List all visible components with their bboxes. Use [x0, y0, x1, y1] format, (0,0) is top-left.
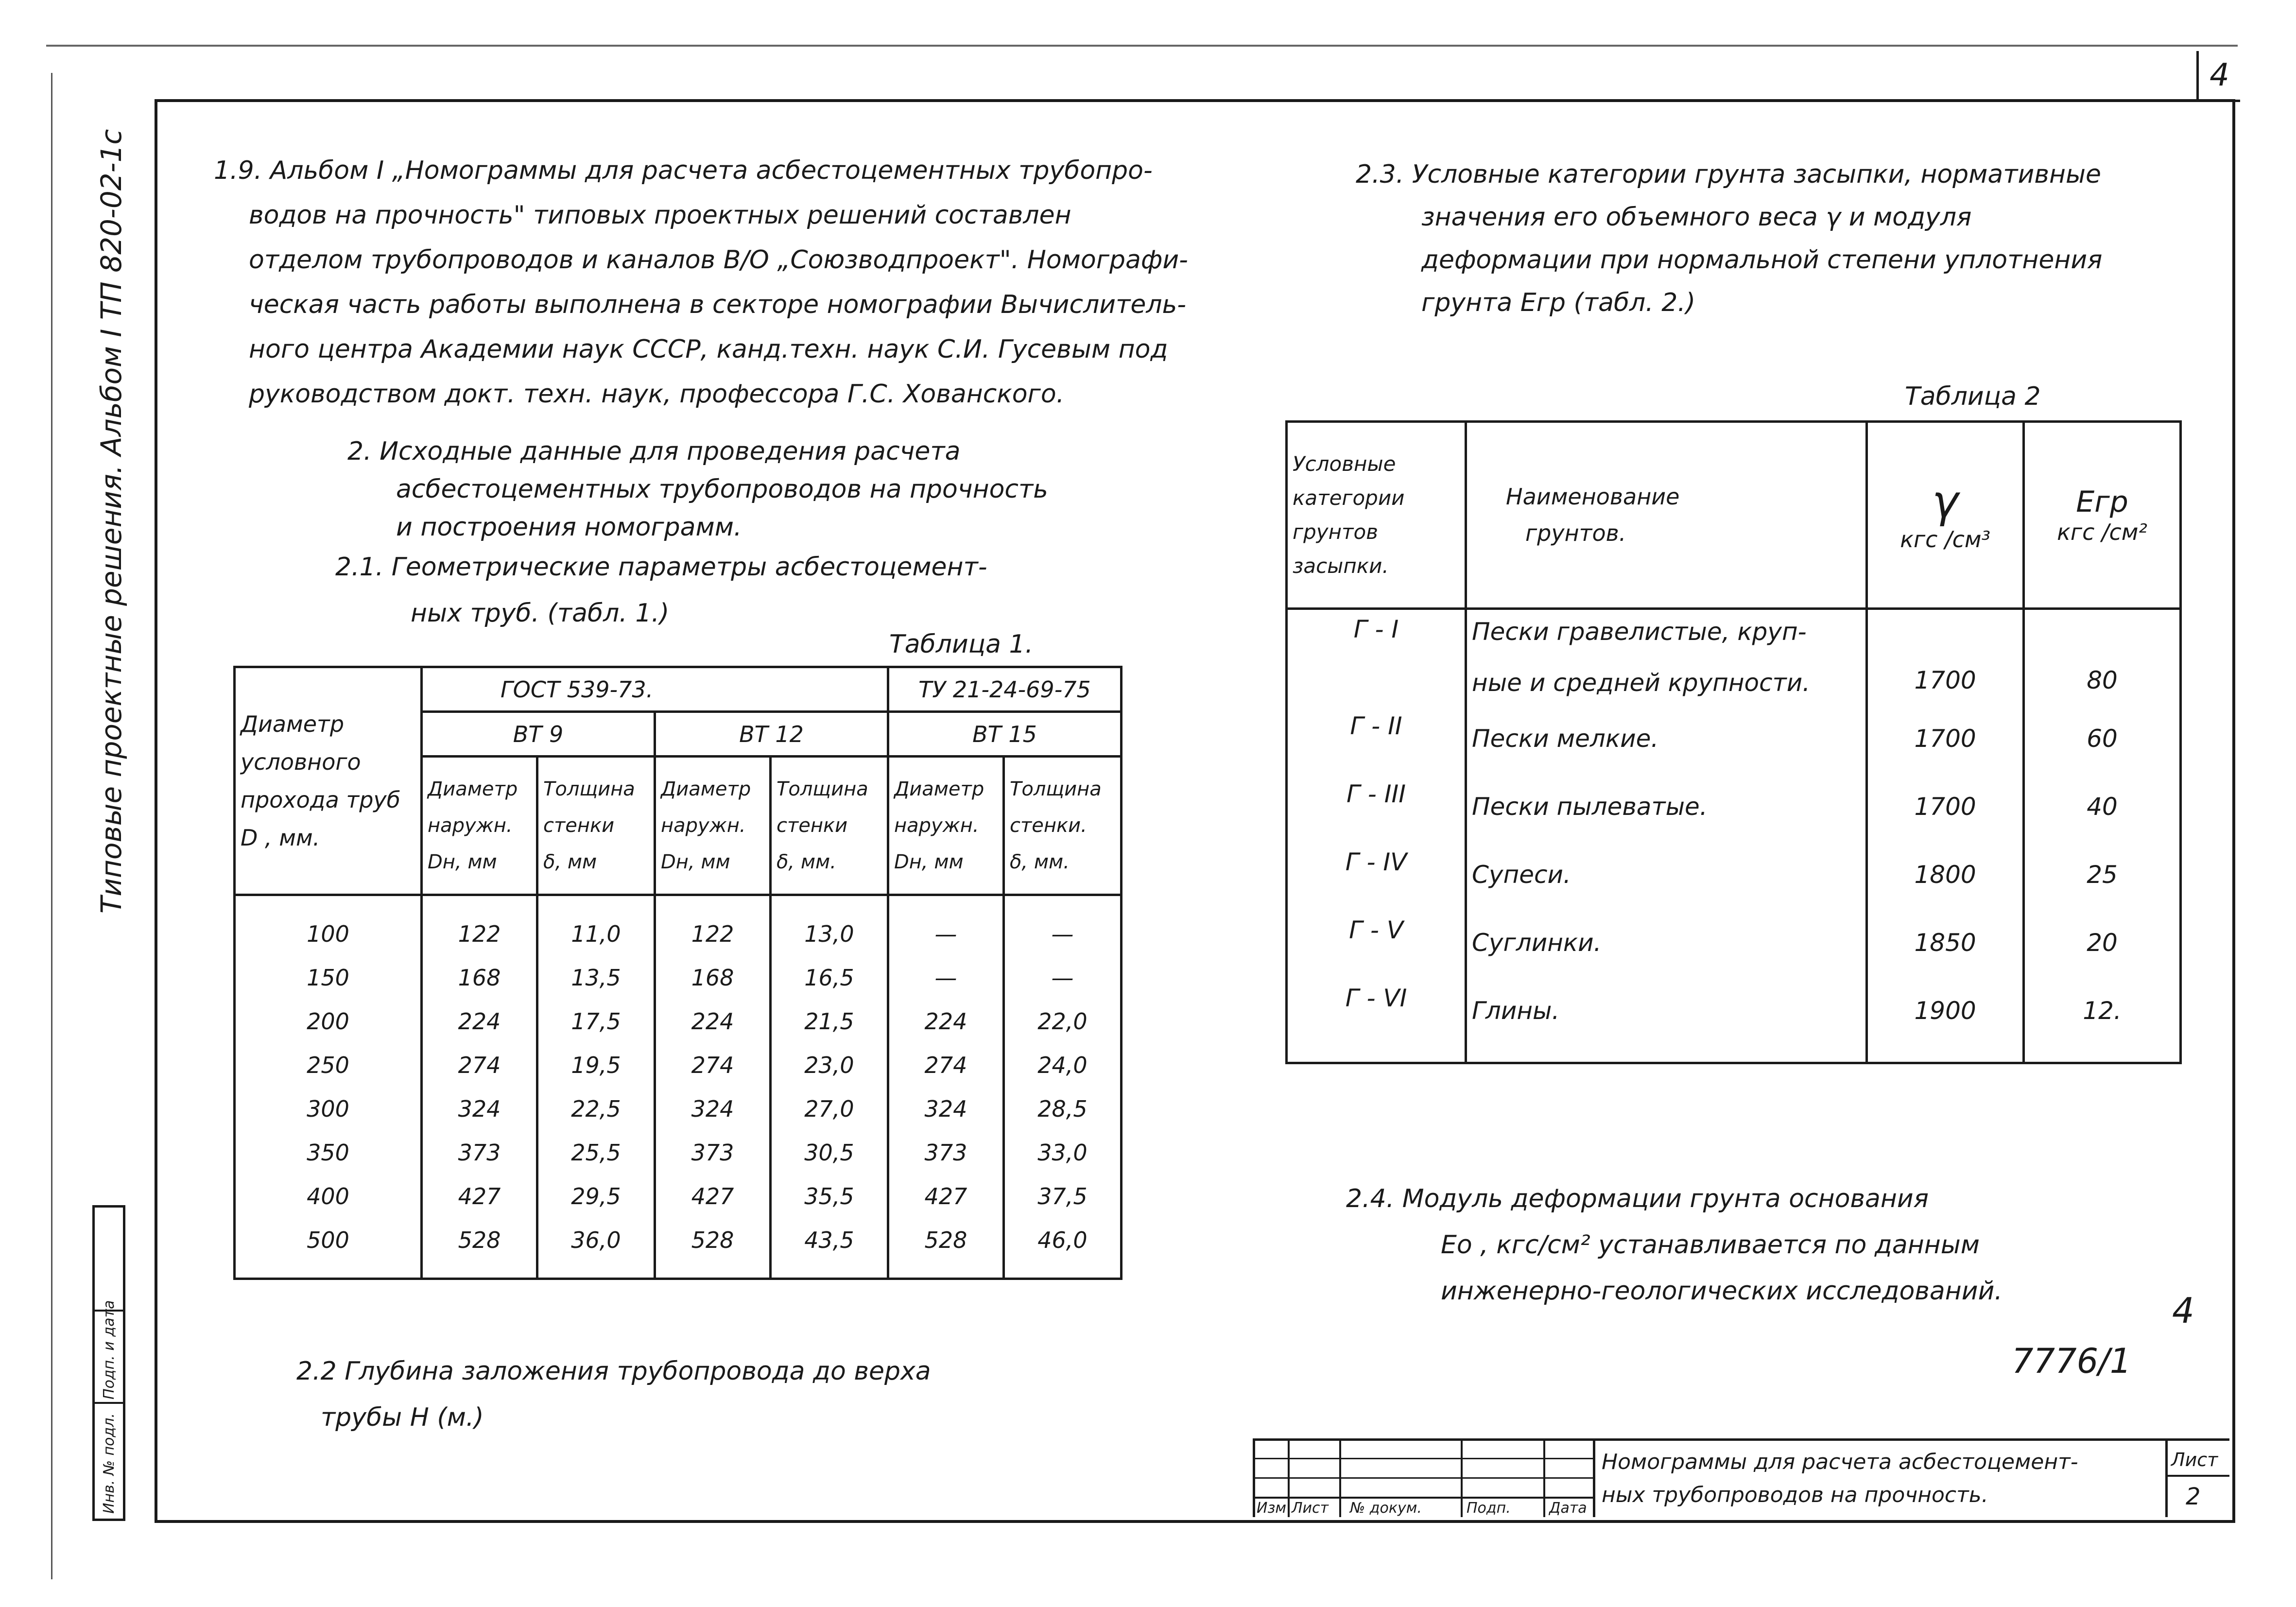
t1-head-gost: ГОСТ 539-73.	[422, 667, 888, 712]
handwritten-page-mark: 4	[2172, 1290, 2194, 1331]
doc-number: 7776/1	[2012, 1341, 2132, 1381]
tb-col-izm: Изм	[1257, 1500, 1287, 1517]
tb-col-sign: Подп.	[1467, 1500, 1511, 1517]
t1-col-dn15: — — 224 274 324 373 427 528	[888, 895, 1003, 1279]
title-block	[1253, 1438, 2229, 1517]
stamp-sign-label: Подп. и дата	[101, 1300, 118, 1400]
t2-col-category: Г - I Г - II Г - III Г - IV Г - V Г - VI	[1287, 609, 1466, 1063]
t1-class-bt15: ВТ 15	[888, 712, 1121, 757]
t2-col-name: Пески гравелистые, круп- ные и средней крупности. Пески мелкие. Пески пылеватые. Супеси. Суглинки. Глины.	[1466, 609, 1867, 1063]
t1-col-thk15: — — 22,0 24,0 28,5 33,0 37,5 46,0	[1003, 895, 1121, 1279]
para-2-4: 2.4. Модуль деформации грунта основания Eо , кгс/см² устанавливается по данным инженерно-геологических исследований.	[1346, 1184, 2003, 1306]
table1-caption: Таблица 1.	[889, 630, 1034, 659]
t1-col-dn9: 122 168 224 274 324 373 427 528	[422, 895, 537, 1279]
tb-col-doc: № докум.	[1350, 1500, 1422, 1517]
page-number: 4	[2196, 51, 2240, 102]
side-stamp	[92, 1205, 125, 1521]
tb-col-list: Лист	[1292, 1500, 1329, 1517]
t2-head-egr: Eгр кгс /см²	[2024, 422, 2181, 609]
t1-head-diameter: Диаметр условного прохода труб D , мм.	[235, 667, 422, 895]
t1-col-dn12: 122 168 224 274 324 373 427 528	[655, 895, 770, 1279]
t2-head-gamma: γ кгс /см³	[1867, 422, 2024, 609]
para-1-9: 1.9. Альбом I „Номограммы для расчета асбестоцементных трубопро- водов на прочность" типовых проектных решений составлен отделом трубопроводов и каналов В/О „Союзводпроект". Номографи- ческая часть работы выполнена в секторе номографии Вычислитель- ного центра Академии наук СССР, канд.техн. наук С.И. Гусевым под руководством докт. техн. наук, профессора Г.С. Хованского.	[214, 156, 1188, 409]
tb-title: Номограммы для расчета асбестоцемент- ных трубопроводов на прочность.	[1602, 1450, 2078, 1507]
table2-caption: Таблица 2	[1905, 382, 2041, 411]
t1-col-thk9: 11,0 13,5 17,5 19,5 22,5 25,5 29,5 36,0	[537, 895, 655, 1279]
t1-sub-thk-3: Толщина стенки. δ, мм.	[1003, 757, 1121, 895]
tb-sheet-label: Лист	[2171, 1449, 2218, 1470]
para-2-2: 2.2 Глубина заложения трубопровода до верха трубы H (м.)	[296, 1357, 931, 1432]
top-border-line	[46, 45, 2238, 47]
t2-head-name: Наименование грунтов.	[1466, 422, 1867, 609]
t1-col-d: 100 150 200 250 300 350 400 500	[235, 895, 422, 1279]
para-2-1: 2.1. Геометрические параметры асбестоцемент- ных труб. (табл. 1.)	[335, 553, 987, 628]
t1-sub-dia-1: Диаметр наружн. Dн, мм	[422, 757, 537, 895]
side-title: Типовые проектные решения. Альбом I ТП 820-02-1с	[95, 129, 128, 914]
para-2: 2. Исходные данные для проведения расчета асбестоцементных трубопроводов на прочность и построения номограмм.	[347, 437, 1048, 542]
table1	[233, 666, 1122, 1280]
t1-sub-dia-2: Диаметр наружн. Dн, мм	[655, 757, 770, 895]
t1-sub-dia-3: Диаметр наружн. Dн, мм	[888, 757, 1003, 895]
t2-head-category: Условные категории грунтов засыпки.	[1287, 422, 1466, 609]
t2-col-gamma: 1700 1700 1700 1800 1850 1900	[1867, 609, 2024, 1063]
tb-sheet-number: 2	[2186, 1483, 2201, 1510]
t1-class-bt9: ВТ 9	[422, 712, 655, 757]
para-2-3: 2.3. Условные категории грунта засыпки, нормативные значения его объемного веса γ и модуля деформации при нормальной степени уплотнения грунта Eгр (табл. 2.)	[1356, 160, 2103, 317]
t1-class-bt12: ВТ 12	[655, 712, 888, 757]
table2	[1285, 420, 2182, 1064]
t1-col-thk12: 13,0 16,5 21,5 23,0 27,0 30,5 35,5 43,5	[770, 895, 888, 1279]
t1-sub-thk-2: Толщина стенки δ, мм.	[770, 757, 888, 895]
t1-head-tu: ТУ 21-24-69-75	[888, 667, 1121, 712]
stamp-inv-label: Инв. № подл.	[101, 1413, 118, 1514]
left-binding-line	[51, 73, 52, 1579]
tb-col-date: Дата	[1549, 1500, 1587, 1517]
t1-sub-thk-1: Толщина стенки δ, мм	[537, 757, 655, 895]
t2-col-egr: 80 60 40 25 20 12.	[2024, 609, 2181, 1063]
